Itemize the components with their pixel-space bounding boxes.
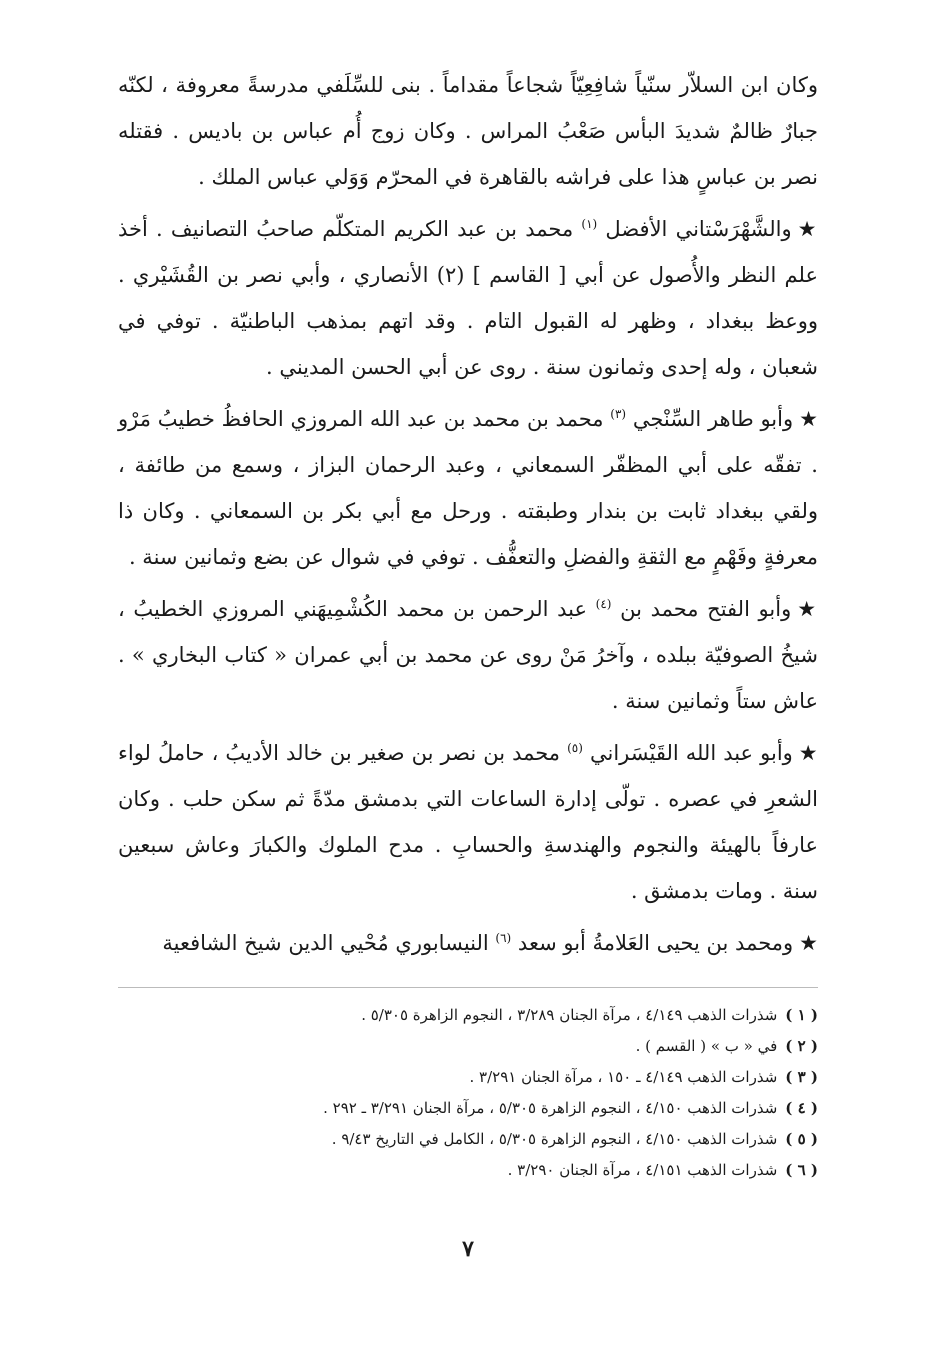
footnotes bbox=[118, 1000, 818, 1186]
footnote-marker: (٤) bbox=[595, 597, 612, 611]
footnote-number: ( ١ ) bbox=[785, 1006, 818, 1024]
star-icon: ★ bbox=[799, 931, 818, 955]
footnote-text: شذرات الذهب ٤/١٤٩ ، مرآة الجنان ٣/٢٨٩ ، النجوم الزاهرة ٥/٣٠٥ . bbox=[361, 1006, 778, 1024]
footnote-3 bbox=[118, 1062, 818, 1093]
footnote-text: شذرات الذهب ٤/١٥٠ ، النجوم الزاهرة ٥/٣٠٥ ، مرآة الجنان ٣/٢٩١ ـ ٢٩٢ . bbox=[323, 1099, 778, 1117]
footnote-text: شذرات الذهب ٤/١٥١ ، مرآة الجنان ٣/٢٩٠ . bbox=[507, 1161, 778, 1179]
footnote-marker: (١) bbox=[581, 217, 598, 231]
footnote-5 bbox=[118, 1124, 818, 1155]
footnote-number: ( ٥ ) bbox=[785, 1130, 818, 1148]
entry-naysaburi bbox=[118, 920, 818, 966]
main-text bbox=[118, 62, 818, 972]
entry-name: وأبو عبد الله القَيْسَراني bbox=[589, 741, 793, 765]
star-icon: ★ bbox=[798, 741, 818, 765]
entry-kushmihani bbox=[118, 586, 818, 724]
entry-sinji bbox=[118, 396, 818, 580]
entry-text: محمد بن عبد الكريم المتكلّم صاحبُ التصانيف . أخذ علم النظر والأُصول عن أبي [ القاسم ] (٢) الأنصاري ، وأبي نصر بن القُشَيْري . ووعظ ببغداد ، وظهر له القبول التام . وقد اتهم بمذهب الباطنيّة . توفي في شعبان ، وله إحدى وثمانون سنة . روى عن أبي الحسن المديني . bbox=[118, 217, 818, 379]
entry-shahrastani bbox=[118, 206, 818, 390]
footnote-6 bbox=[118, 1155, 818, 1186]
entry-text: عبد الرحمن بن محمد الكُشْمِيهَني المروزي الخطيبُ ، شيخُ الصوفيّة ببلده ، وآخرُ مَنْ روى عن محمد بن أبي عمران « كتاب البخاري » . عاش ستاً وثمانين سنة . bbox=[118, 597, 818, 713]
footnote-marker: (٣) bbox=[610, 407, 627, 421]
footnote-number: ( ٤ ) bbox=[785, 1099, 818, 1117]
entry-name: ومحمد بن يحيى العَلامةُ أبو سعد bbox=[517, 931, 794, 955]
star-icon: ★ bbox=[799, 407, 819, 431]
star-icon: ★ bbox=[797, 597, 818, 621]
footnote-marker: (٦) bbox=[495, 931, 512, 945]
page-number: ٧ bbox=[462, 1236, 474, 1262]
entry-text: محمد بن نصر بن صغير بن خالد الأديبُ ، حاملُ لواء الشعرِ في عصره . تولّى إدارة الساعات التي بدمشق مدّةً ثم سكن حلب . وكان عارفاً بالهيئة والنجوم والهندسةِ والحسابِ . مدح الملوك والكبارَ وعاش سبعين سنة . ومات بدمشق . bbox=[118, 741, 818, 903]
footnote-marker: (٥) bbox=[567, 741, 583, 755]
footnote-4 bbox=[118, 1093, 818, 1124]
footnote-number: ( ٣ ) bbox=[785, 1068, 818, 1086]
footnote-2 bbox=[118, 1031, 818, 1062]
footnote-number: ( ٢ ) bbox=[785, 1037, 818, 1055]
entry-qaysarani bbox=[118, 730, 818, 914]
entry-name: وأبو الفتح محمد بن bbox=[620, 597, 792, 621]
entry-name: وأبو طاهر السِّنْجي bbox=[632, 407, 794, 431]
footnote-text: شذرات الذهب ٤/١٤٩ ـ ١٥٠ ، مرآة الجنان ٣/٢٩١ . bbox=[469, 1068, 778, 1086]
footnote-number: ( ٦ ) bbox=[785, 1161, 818, 1179]
footnote-text: شذرات الذهب ٤/١٥٠ ، النجوم الزاهرة ٥/٣٠٥ ، الكامل في التاريخ ٩/٤٣ . bbox=[331, 1130, 778, 1148]
footnote-1 bbox=[118, 1000, 818, 1031]
star-icon: ★ bbox=[797, 217, 818, 241]
entry-text: النيسابوري مُحْيي الدين شيخ الشافعية bbox=[162, 931, 496, 955]
paragraph-intro bbox=[118, 62, 818, 200]
paragraph-text: وكان ابن السلاّر سنّياً شافِعِيّاً شجاعاً مقداماً . بنى للسِّلَفي مدرسةً معروفة ، لكنّه جبارٌ ظالمٌ شديدَ البأس صَعْبُ المراس . وكان زوج أُم عباس بن باديس . فقتله نصر بن عباسٍ هذا على فراشه بالقاهرة في المحرّم وَوَلي عباس الملك . bbox=[118, 73, 818, 189]
entry-text: محمد بن محمد بن عبد الله المروزي الحافظُ خطيبُ مَرْو . تفقّه على أبي المظفّر السمعاني ، وعبد الرحمان البزاز ، وسمع من طائفة ، ولقي ببغداد ثابت بن بندار وطبقته . ورحل مع أبي بكر بن السمعاني . وكان ذا معرفةٍ وفَهْمٍ مع الثقةِ والفضلِ والتعفُّف . توفي في شوال عن بضع وثمانين سنة . bbox=[118, 407, 818, 569]
footnote-divider bbox=[118, 987, 818, 988]
footnote-text: في « ب » ( القسم ) . bbox=[635, 1037, 778, 1055]
entry-name: والشَّهْرَسْتاني الأفضل bbox=[605, 217, 792, 241]
